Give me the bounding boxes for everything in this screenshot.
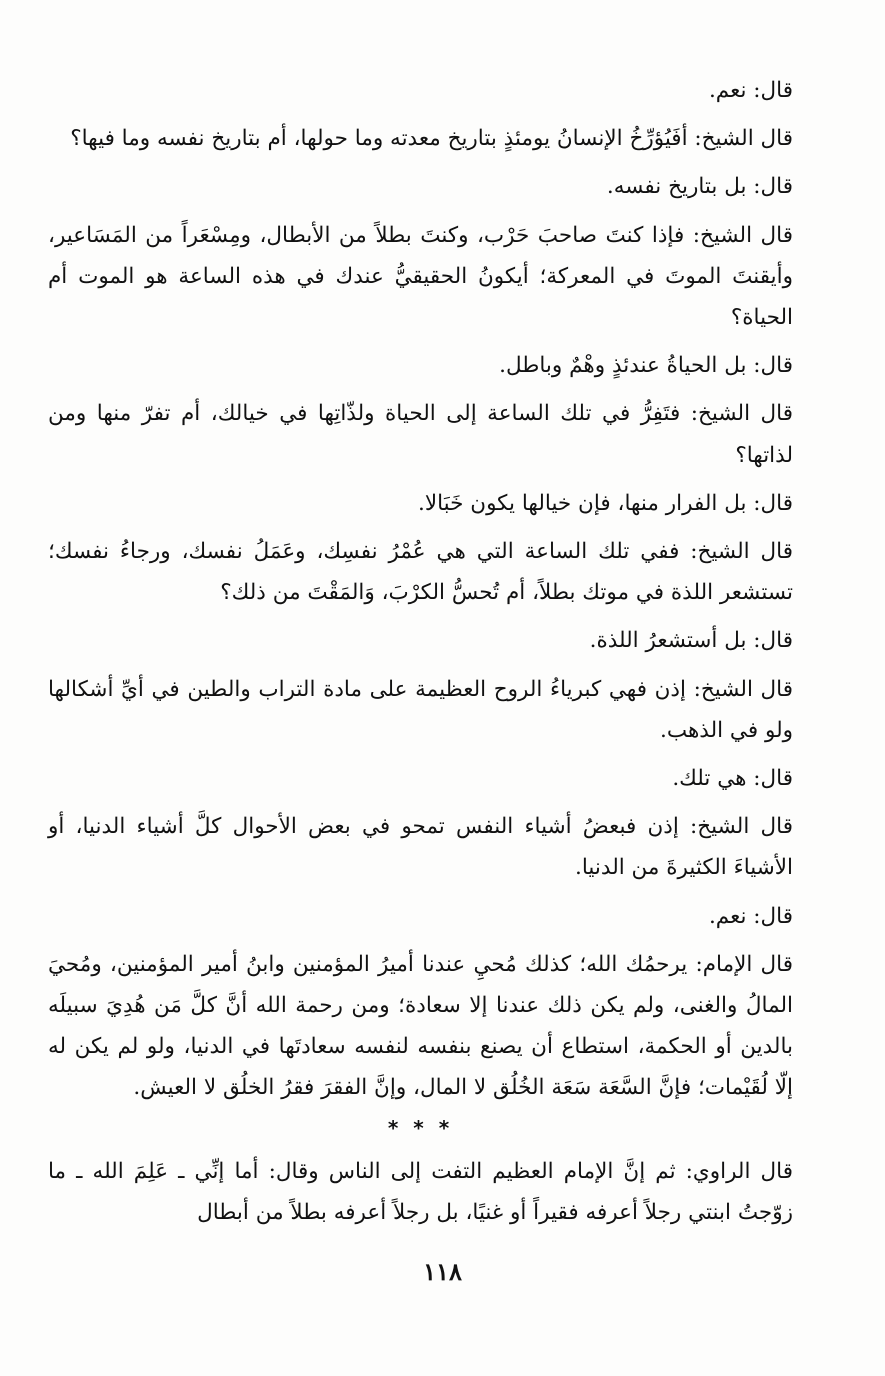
page-body-text xyxy=(48,70,793,1233)
dialogue-paragraph: قال: بل بتاريخ نفسه. xyxy=(606,174,793,200)
dialogue-paragraph: قال: بل الحياةُ عندئذٍ وهْمٌ وباطل. xyxy=(499,353,793,379)
dialogue-paragraph: قال: بل أستشعرُ اللذة. xyxy=(589,628,793,654)
page-number: ١١٨ xyxy=(423,1257,462,1286)
dialogue-paragraph: قال الشيخ: إذن فهي كبرياءُ الروح العظيمة على مادة التراب والطين في أيِّ أشكالها ولو في الذهب. xyxy=(48,676,793,743)
dialogue-paragraph: قال: نعم. xyxy=(708,903,793,929)
dialogue-paragraph: قال: هي تلك. xyxy=(672,766,793,792)
dialogue-paragraph: قال الشيخ: إذن فبعضُ أشياء النفس تمحو في بعض الأحوال كلَّ أشياء الدنيا، أو الأشياءَ الكثيرةَ من الدنيا. xyxy=(48,814,793,881)
dialogue-paragraph: قال الشيخ: فإذا كنتَ صاحبَ حَرْب، وكنتَ بطلاً من الأبطال، ومِسْعَراً من المَسَاعير، وأيقنتَ الموتَ في المعركة؛ أيكونُ الحقيقيُّ عندك في هذه الساعة هو الموت أم الحياة؟ xyxy=(48,222,793,331)
section-separator: * * * xyxy=(387,1115,454,1140)
dialogue-paragraph: قال الشيخ: فتَفِرُّ في تلك الساعة إلى الحياة ولذّاتِها في خيالك، أم تفرّ منها ومن لذاتها؟ xyxy=(48,401,793,468)
dialogue-paragraph: قال: نعم. xyxy=(708,78,793,103)
dialogue-paragraph: قال: بل الفرار منها، فإن خيالها يكون خَبَالا. xyxy=(418,490,793,516)
dialogue-paragraph: قال الشيخ: أفَيُؤرِّخُ الإنسانُ يومئذٍ بتاريخ معدته وما حولها، أم بتاريخ نفسه وما فيها؟ xyxy=(70,126,793,152)
closing-paragraph: قال الراوي: ثم إنَّ الإمام العظيم التفت إلى الناس وقال: أما إنِّي ـ عَلِمَ الله ـ ما زوّجتُ ابنتي رجلاً أعرفه فقيراً أو غنيًا، بل رجلاً أعرفه بطلاً من أبطال xyxy=(48,1158,793,1225)
dialogue-paragraph: قال الإمام: يرحمُك الله؛ كذلك مُحيِ عندنا أميرُ المؤمنين وابنُ أمير المؤمنين، ومُحيَ المالُ والغنى، ولم يكن ذلك عندنا إلا سعادة؛ ومن رحمة الله أنَّ كلَّ مَن هُدِيَ سبيلَه بالدين أو الحكمة، استطاع أن يصنع بنفسه لنفسه سعادتَها في الدنيا، ولو لم يكن له إلّا لُقَيْمات؛ فإنَّ السَّعَة سَعَة الخُلُق لا المال، وإنَّ الفقرَ فقرُ الخلُق لا العيش. xyxy=(48,951,793,1101)
dialogue-paragraph: قال الشيخ: ففي تلك الساعة التي هي عُمْرُ نفسِك، وعَمَلُ نفسك، ورجاءُ نفسك؛ تستشعر اللذة في موتك بطلاً، أم تُحسُّ الكرْبَ، وَالمَقْتَ من ذلك؟ xyxy=(48,539,793,606)
